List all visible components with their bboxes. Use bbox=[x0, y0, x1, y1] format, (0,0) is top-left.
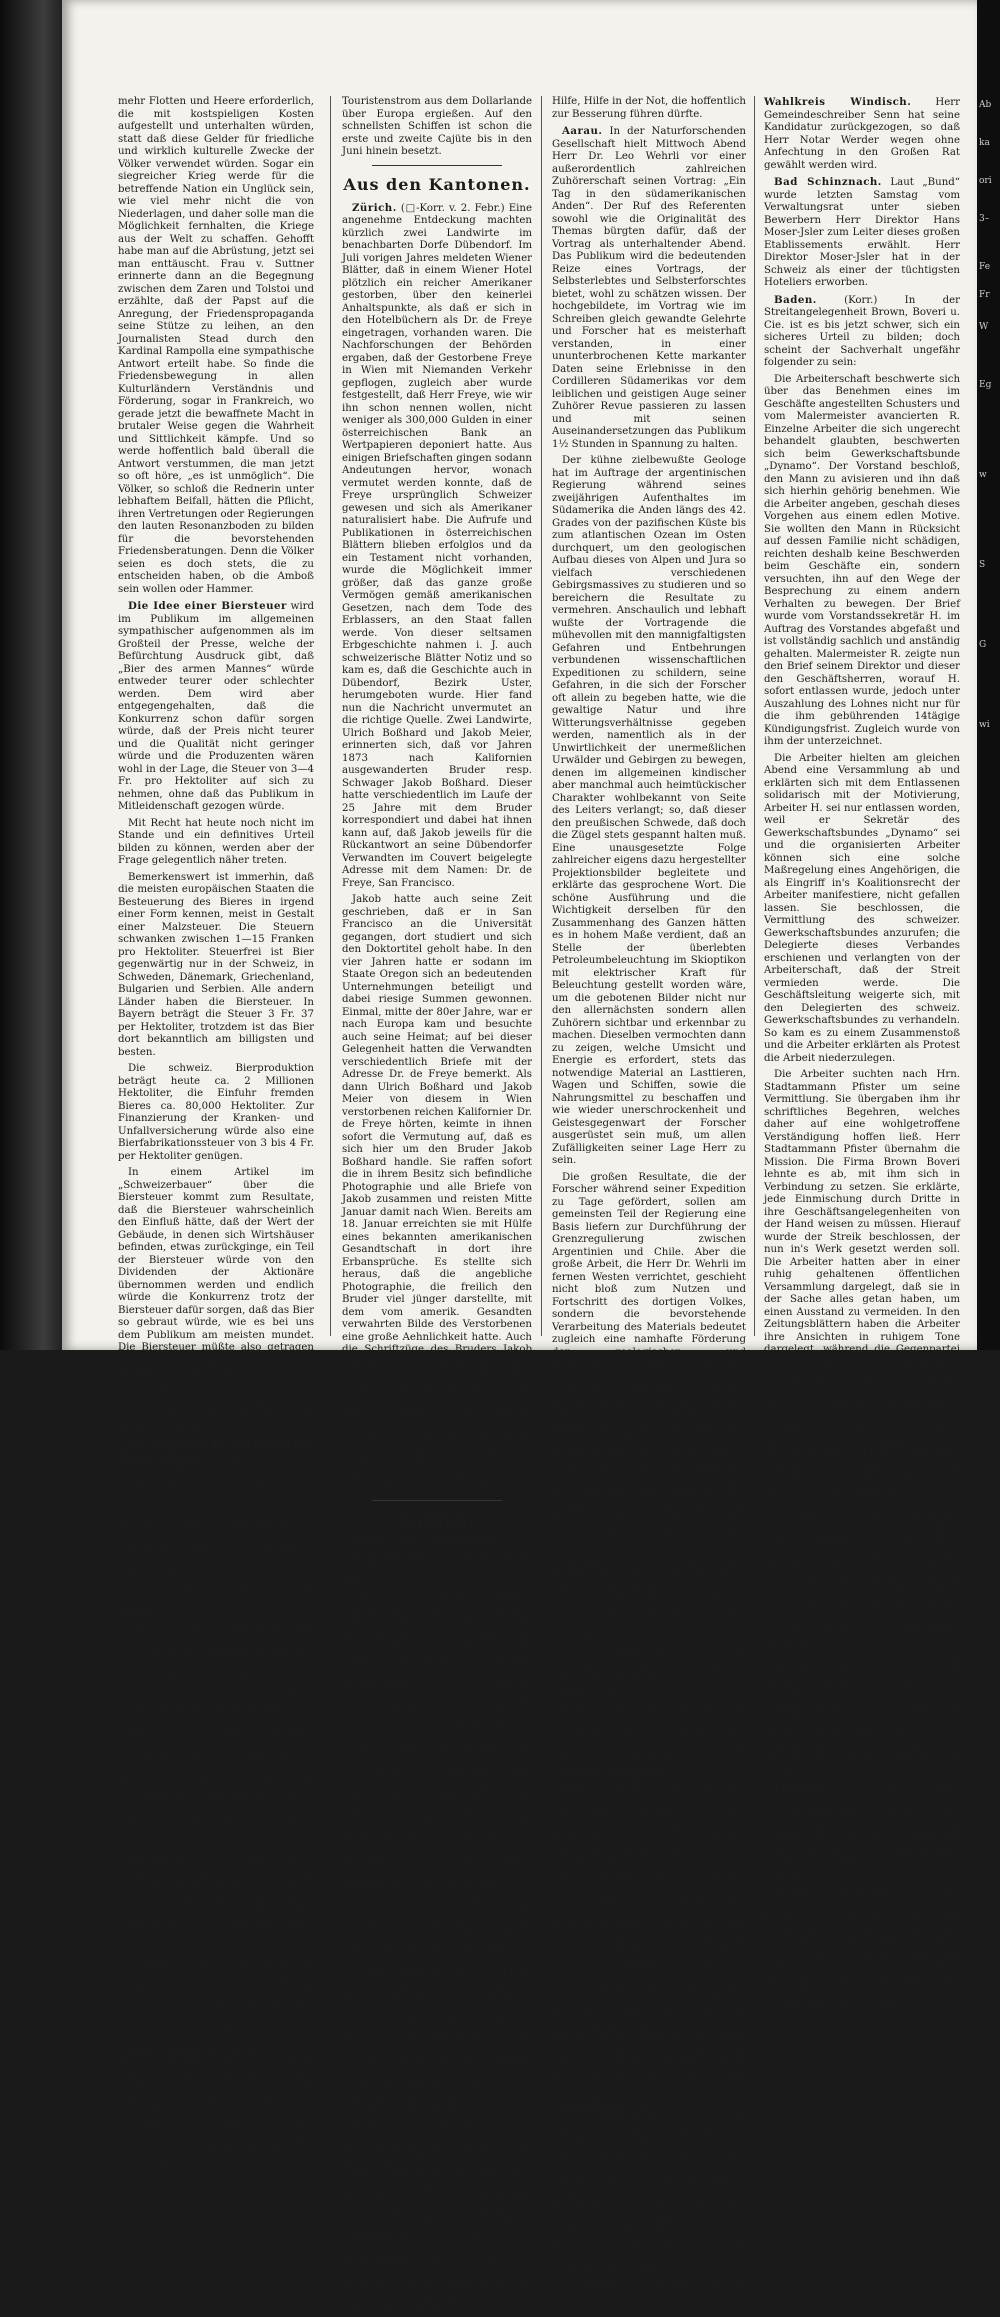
paragraph-text: Laut „Bund“ wurde letzten Samstag vom Verwaltungsrat unter sieben Bewerbern Herr Direktor Hans Moser-Jsler zum Leiter dieses großen Etablissements erwählt. Herr Direktor Moser-Jsler hat in der Schweiz als einer der tüchtigsten Hoteliers erworben. bbox=[764, 177, 960, 288]
strip-fragment: W bbox=[979, 322, 989, 332]
author-mark: 8. bbox=[601, 1538, 612, 1549]
article-heading: Zürich. bbox=[352, 201, 397, 214]
paragraph bbox=[552, 1463, 746, 1551]
paragraph-text: Herr Gemeindeschreiber Senn hat seine Kandidatur zurückgezogen, so daß Herr Notar Werder wegen ohne Anfechtung in den Großen Rat gewählt werden wird. bbox=[764, 97, 960, 171]
paragraph bbox=[118, 1438, 314, 1503]
paragraph: In einem Artikel im „Schweizerbauer“ über die Biersteuer kommt zum Resultate, daß die Biersteuer wahrscheinlich den Einfluß hätte, daß der Wert der Gebäude, in denen sich Wirtshäuser befinden, etwas zurückginge, ein Teil der Biersteuer würde von den Dividenden der Aktionäre übernommen werden und endlich würde die Konkurrenz trotz der Biersteuer dafür sorgen, daß das Bier so gebraut würde, wie es bei uns dem Publikum am meisten mundet. Die Biersteuer müßte also getragen werden: 1. vom Wirte, 2. den Besitzern der Wirtshäuser und 3. von den Brauereien. bbox=[118, 1167, 314, 1391]
column-rule bbox=[541, 96, 542, 1336]
paragraph bbox=[552, 2099, 746, 2275]
paragraph bbox=[342, 202, 532, 891]
paragraph bbox=[764, 176, 960, 290]
article-heading: Freiamt. bbox=[774, 1781, 827, 1793]
paragraph bbox=[764, 96, 960, 172]
paragraph-text: wird im Publikum im allgemeinen sympathischer aufgenommen als im Großteil der Presse, welche der Befürchtung Ausdruck gibt, daß „Bier des armen Mannes“ würde entweder teurer oder schlechter werden. Dem wird aber entgegengehalten, daß die Konkurrenz schon dafür sorgen würde, daß der Preis nicht teurer und die Qualität nicht geringer würde und die Produzenten wären wohl in der Lage, die Steuer von 3—4 Fr. pro Hektoliter auf sich zu nehmen, ohne daß das Publikum in Mitleidenschaft gezogen würde. bbox=[118, 601, 314, 812]
article-heading: Suhr. bbox=[562, 1688, 595, 1701]
column-3 bbox=[552, 96, 747, 2302]
paragraph-text: (Korr.) Die Maul- und Klauenseuche ist erloschen und der Stallbann mit 1. Febr. aufgehoben. Somit ist der Bezirk seuchenfrei und steht der Wiederabhaltung der Märkte nichts im Wege. bbox=[552, 1689, 747, 1763]
article-heading: Die Idee einer Biersteuer bbox=[128, 600, 287, 612]
paragraph: „Es gibt Völker, wie die Schweiz, die, ohne an der hohen Politik sich zu beteiligen, welche die andern Nationen täglich beunruhigt, geschätzt durch ihre Arbeit, in treuem Zusammenhalten nur zur Erhaltung ihres Glückes und der Entwicklung ihres Wohlstandes arbeiten. bbox=[118, 1506, 314, 1617]
paragraph-text: (Korr.) In der Streitangelegenheit Brown, Boveri u. Cie. ist es bis jetzt schwer, sich ein sicheres Urteil zu bilden; doch scheint der Sachverhalt ungefähr folgender zu sein: bbox=[764, 294, 960, 368]
paragraph: mehr Flotten und Heere erforderlich, die mit kostspieligen Kosten aufgestellt und unterhalten würden, statt daß diese Gelder für friedliche und wirklich kulturelle Zwecke der Völker verwendet würden. Sogar ein siegreicher Krieg werde für die betreffende Nation ein Unglück sein, wie viel mehr nicht die von Niederlagen, und daher solle man die Möglichkeit fernhalten, die Kriege aus der Welt zu schaffen. Gehofft habe man auf die Abrüstung, jetzt sei man enttäuscht. Frau v. Suttner erinnerte dann an die Begegnung zwischen dem Zaren und Tolstoi und erzählte, daß der Papst auf die Anregung, der Friedenspropaganda seine Stütze zu leihen, an den Journalisten Stead durch den Kardinal Rampolla eine sympathische Antwort erteilt habe. So finde die Friedensbewegung in allen Kulturländern Verständnis und Förderung, sogar in Frankreich, wo gerade jetzt die bewaffnete Macht in brutaler Weise gegen die Wahrheit und Sittlichkeit kämpfe. Und so werde hoffentlich bald überall die Antwort verstummen, die man jetzt so oft höre, „es ist unmöglich“. Die Völker, so schloß die Rednerin unter lebhaftem Beifall, hätten die Pflicht, ihren Vertretungen oder Regierungen den lauten Resonanzboden zu bilden für die bevorstehenden Friedensberatungen. Denn die Völker seien es doch stets, die zu entscheiden haben, ob die Amboß sein wollen oder Hammer. bbox=[118, 96, 314, 595]
paragraph-text: (Korr.) Am Lichtmeß verschied in Dorfmuri Herr Josef Fischer zum „Engel“. Derselbe starb nach langer, schwerer Krankheit und erreichte ein Alter von 65 Jahren. Er war als fleißiger und ruhiger Bürger allgemein beliebt. Er ruhe im Frieden! bbox=[764, 1782, 960, 1881]
article-heading: Ueber den Hausbettel bbox=[352, 1537, 497, 1549]
paragraph bbox=[342, 1537, 532, 1588]
section-divider bbox=[372, 1500, 502, 1501]
strip-fragment: w bbox=[979, 470, 987, 480]
paragraph: Mit Recht hat heute noch nicht im Stande und ein definitives Urteil bilden zu können, werden aber der Frage gelegentlich näher treten. bbox=[118, 817, 314, 866]
paragraph: Die Professionsbettler verschwinden nie, und immer wieder erscheinen raffinierte junge und alte Passanten, Vaganten und Bettler der verschiedensten Art, welche, nachdem sie andere getäuscht, deshalb sich ein solcher Bettler daran sind sie der Hut zu sein, um nicht das Opfer der Lüge und des Betruges zu werden und dadurch das unverschämte Betteln zu ermöglichen, auf den schlimmen Wegen weiter zu gehen. Wie manche gutmütige Wohltäter, die der Meinung sind, daß man jedem „armen Tropf“, der vor ihrer Türe stehe, oder sie um eine „kleine Unterstützung“ zu bitten wagt, etwas zu geben und sie um Milderung ihrer Not zu erweisen, doch der Gaben sofort gespendet. Möchten sie sich einmal überzeugen, daß es meistens seine Beziehungen und Berufsarten der Bettler, welche sich hier an die Almosenstelle weisen, wo ihnen die richtige Weg gezeigt und die zweckentsprechende Hilfe zuteil wird! Wie hat man im Laufe des Berichtsjahres vielen Erfahrungen zu Tage gebracht, manche Klage und manchen Jammerruf gehört, und es freute uns stets, wenn wir so oder anders, durch Rat und Tat lindern konnten. Aber es fehlte uns auch nicht an großen moralischen Uebeln und Schwierigkeiten. Wir stießen auf traurig-bittere Bilder, bei denen eine tiefe Not und schreiendes Elend sich zeigten; es war dies die Folge mangelnder Arbeitsgelegenheit, Krankheit oder Unglück, in andern Fällen wieder die Folge der Trunksucht und Liederlichkeit, und bei manchen die Zerrüttung durch die unseligen Folgen allzu großer Anhänglichkeit an dem Wirtshausleben und unordentliches Leben. Wir hatten die Fälle des zu Tage tretenden, auf zu traurigen Verhältnissen zurückzuführen, ohne das Gemeinsinn des Volkes, zu großen Anstrengungen zu bewegen. Wir suchten durch Aufklärung und Mahnung die Bedürftigen an die Stelle, bei der die Hilfe bereit ist, zu weisen. Das war auch bbox=[342, 1592, 532, 2316]
paragraph: Ab Bahnhof S. C. B. wurden in der Folge nur 2 Stück spediert. bbox=[552, 2278, 746, 2302]
article-heading: Aarau. bbox=[562, 1554, 603, 1567]
paragraph bbox=[552, 1555, 746, 1644]
strip-fragment: ori bbox=[979, 176, 992, 186]
column-rule bbox=[330, 96, 331, 1336]
paragraph: Wir behalten uns, wie gesagt, unser Urteil über die Idee der Biersteuer noch vor. bbox=[118, 1396, 314, 1432]
paragraph: In einem zweiten Artikel preist der „Dever“ unsere Wehrverfassung und stellt sie als Muster hin für die Reorganisation der peruanischen Nation. bbox=[118, 1959, 314, 2021]
paragraph bbox=[552, 125, 746, 451]
paragraph-text: Die interessanten Erörterungen haben den reichen Beifall, der den Vortragenden gezollt wurde, und den warmen Dank des Präsidenten im Namen der Naturforschenden Gesellschaft in hohem Maße verdient. bbox=[552, 1463, 746, 1549]
paragraph bbox=[118, 2043, 314, 2169]
strip-fragment: Fr bbox=[979, 290, 990, 300]
column-1 bbox=[118, 96, 314, 2167]
paragraph bbox=[118, 600, 314, 814]
article-heading: Gute Saison in Sicht. bbox=[128, 2042, 262, 2055]
paragraph: Die Arbeiter hielten am gleichen Abend eine Versammlung ab und erklärten sich mit dem Entlassenen solidarisch mit der Motivierung, Arbeiter H. sei nur entlassen worden, weil er Sekretär des Gewerkschaftsbundes „Dynamo“ sei und die organisierten Arbeiter können sich eine solche Maßregelung eines Angehörigen, die als Eingriff in's Koalitionsrecht der Arbeiter manifestiere, nicht gefallen lassen. Sie beschlossen, die Vermittlung des schweizer. Gewerkschaftsbundes anzurufen; die Delegierte dieses Verbandes erschienen und verlangten von der Arbeiterschaft, daß der Streit vermieden werde. Die Geschäftsleitung weigerte sich, mit den Delegierten des schweiz. Gewerkschaftsbundes zu verhandeln. So kam es zu einem Zusammenstoß und die Arbeiter erklärten als Protest die Arbeit niederzulegen. bbox=[764, 752, 960, 1064]
section-heading: Aargau. bbox=[398, 1510, 476, 1529]
paragraph-text: Jahr- und Viehmarkt vom 2. Februar. Die von gewisser Seite zu Stunde durchgesetzte Abhaltung des Viehmarktes hat sich, wie vorausgesehen war, als eine ganz verfehlte Spekulation erwiesen, indem einerseits die Publikation mangels Zeit nur ungenügend stattfinden konnte und andererseits die Bauern die offizielle erfolgte Aufhebung des Stallbannes nicht abwarten wollten, die ebenso die Presse die Lenzburger Viehmärkte nicht anregen konnte. bbox=[552, 2099, 746, 2273]
paragraph-text: Das in Peru erscheinende Blatt „El Dever“ schreibt über die Schweiz und mit südlichem Feuer: bbox=[118, 1452, 314, 1501]
article-heading: Wahlkreis Windisch. bbox=[764, 96, 912, 108]
paragraph-text: (□ Korr.) Die diesjährige Saison verspricht namentlich hinsichtlich des Besuches amerikanischer Touristen eine sehr gute zu werden. Aus New-York berichtet man, daß nach den bisherigen Vormerkungen in den Bureaux europäischer Dampferlinien usw. der bevorstehende Reisezeit ein gewaltiger bbox=[118, 2043, 314, 2167]
section-heading: Aus den Kantonen. bbox=[343, 174, 531, 194]
paragraph: Die Arbeiterschaft beschwerte sich über das Benehmen eines im Geschäfte angestellten Schusters und vom Malermeister avancierten R. Einzelne Arbeiter die sich ungerecht behandelt glaubten, beschwerten sich beim Gewerkschaftsbunde „Dynamo“. Der Vorstand beschloß, den Mann zu avisieren und ihn daß sich hierhin gehörig benehmen. Wie die Arbeiter angeben, geschah dieses Vorgehen aus einem edlen Motive. Sie wollten den Mann in Rücksicht auf dessen Familie nicht schädigen, reichten deshalb keine Beschwerden beim Geschäfte ein, sondern versuchten, ihn auf den Wege der Besprechung zu einem andern Verhalten zu bewegen. Der Brief wurde vom Vorstandssekretär H. im Auftrag des Vorstandes abgefaßt und ist vollständig sachlich und anständig gehalten. Malermeister R. zeigte nun den Brief seinem Direktor und dieser den Geschäftsherren, worauf H. sofort entlassen wurde, jedoch unter Auszahlung des Lohnes nicht nur für die ihm gebührenden 14tägige Kündigungsfrist. Zugleich wurde von ihm der unterzeichnet. bbox=[764, 373, 960, 747]
adjacent-page-strip bbox=[977, 0, 1000, 1350]
paragraph-text: In der Naturforschenden Gesellschaft hielt Mittwoch Abend Herr Dr. Leo Wehrli vor einer außerordentlich zahlreichen Zuhörerschaft seinen Vortrag: „Ein Tag in den südamerikanischen Anden“. Der Ruf des Referenten sowohl wie die Originalität des Themas bürgten dafür, daß der Vortrag als unterhaltender Abend. Das Publikum wird die bedeutenden Reize eines Vortrags, der Selbsterlebtes und Selbsterforschtes bietet, wohl zu schätzen wissen. Der hochgebildete, im Vortrag wie im Schreiben gleich gewandte Gelehrte und Forscher hat es meisterhaft verstanden, in einer ununterbrochenen Kette markanter Daten seine Erlebnisse in den Cordilleren Südamerikas vor dem leiblichen und geistigen Auge seiner Zuhörer Revue passieren zu lassen und mit seinen Auseinandersetzungen das Publikum 1½ Stunden in Spannung zu halten. bbox=[552, 126, 746, 450]
strip-fragment: wi bbox=[979, 720, 990, 730]
article-heading: Die Schweiz in peruanischer Beleuchtung. bbox=[118, 1437, 314, 1463]
paragraph bbox=[764, 294, 960, 370]
paragraph-text: Verein gegen den Hausbettel. Die Centralstation in Aarau verabfolgte im Jahre 1897 auf 1898 190 Unterstützungen im Fr. 509. 85, die Lokalkomitees in den Gemeinden mit 100 Unterstützungen Fr. 521. 95. bbox=[552, 1555, 746, 1642]
book-binding bbox=[0, 0, 62, 1350]
paragraph: Hilfe, Hilfe in der Not, die hoffentlich zur Besserung führen dürfte. bbox=[552, 96, 746, 120]
paragraph-text: (□-Korr. v. 2. Febr.) Eine angenehme Entdeckung machten kürzlich zwei Landwirte im benachbarten Dorfe Dübendorf. Im Juli vorigen Jahres meldeten Wiener Blätter, daß in einem Wiener Hotel plötzlich ein reicher Amerikaner gestorben, über den keinerlei Anhaltspunkte, als daß er sich in den Hotelbüchern als Dr. de Freye eingetragen, vorhanden waren. Die Nachforschungen der Behörden ergaben, daß der Gestorbene Freye in Wien mit Niemanden Verkehr gepflogen, zugleich aber wurde festgestellt, daß Herr Freye, wie wir ihn schon nennen wollen, nicht weniger als 300,000 Gulden in einer österreichischen Bank an Wertpapieren deponiert hatte. Aus einigen Briefschaften gingen sodann Andeutungen hervor, wonach vermutet werden konnte, daß de Freye ursprünglich Schweizer gewesen und sich als Amerikaner naturalisiert habe. Die Aufrufe und Publikationen in österreichischen Blättern blieben erfolglos und da ein Testament nicht vorhanden, wurde die Möglichkeit immer größer, daß das ganze große Vermögen gemäß amerikanischen Gesetzen, nach dem Tode des Erblassers, an den Staat fallen werde. Von dieser seltsamen Erbgeschichte nahmen i. J. auch schweizerische Blätter Notiz und so kam es, daß die Geschichte auch in Dübendorf, Bezirk Uster, herumgeboten wurde. Hier fand nun die Nachricht unvermutet an die richtige Quelle. Zwei Landwirte, Ulrich Boßhard und Jakob Meier, erinnerten sich, daß vor Jahren 1873 nach Kalifornien ausgewanderten Bruder resp. Schwager Jakob Boßhard. Dieser hatte verschiedentlich im Laufe der 25 Jahre mit dem Bruder korrespondiert und dabei hat ihnen kann auf, daß Jakob jeweils für die Rückantwort an seine Dübendorfer Verwandten im Couvert beigelegte Adresse mit dem Namen: Dr. de Freye, San Francisco. bbox=[342, 202, 532, 889]
article-heading: Bezirk Lenzburg. bbox=[562, 1768, 671, 1781]
paragraph: „Was sie immer auf der Höhe erhielt und immer lebendig erhält, ist der Umstand, daß ihre innere politische Einrichtung so trefflich und schön ist, daß sie der Welt als das Muster einer Republik und als ein Vorbild der Ordnung und des Fleißes voranleuchtet. So erwirbt sie die allgemeine Achtung und Liebe; niemand fordert sie heraus und verwickelt sie in schreckliche Stürme. bbox=[118, 1689, 314, 1838]
paragraph: Für das übrige verweisen wir auf den Jahresbericht, der soeben im Druck erschienen ist. bbox=[552, 1647, 746, 1683]
strip-fragment: Eg bbox=[979, 380, 992, 390]
paragraph-text: (Korr.) Unser Bezirk schreitet am nächsten Sonntag nochmals zur Wahl eines Amtsrichters. Wie stets bei solchen Wahlen, der die Stimmbeteiligung ist vielleicht dieses mal das relative Mehr. Die Namen Döfekel und Senn werden dabei mit ca. 300, Müller ca 1400 Stimmen, wie die beiden andern Kandidaten nach Bruner ca. 1000, Müller ca 1400 Stimmen und es wird darum aller Wahrscheinlichkeit nach nur um zwei Kandidaten einen Wahlgang die Stimmberechtigten in Betracht fallen. Wir können das wohl nicht anders sagen, als daß der Vorgeschlagene ein tüchtiges und einsichtiges Mitglied in der Person des Hrn. Müller, Posthalter, in Fahrwangen. [Anm. der Red.: Wir haben es bereits mitgeteilt, daß Herr Bruner auf eine weitere Kandidatur verzichtet; die Wahl des Hrn. Müller ist somit schon aus diesem Grunde gesichert.] bbox=[552, 1769, 746, 2093]
paragraph: Sehr schmeichelhaft! bbox=[128, 2026, 239, 2037]
paragraph: Die schweiz. Bierproduktion beträgt heute ca. 2 Millionen Hektoliter, die Einfuhr fremden Bieres ca. 80,000 Hektoliter. Zur Finanzierung der Kranken- und Unfallversicherung würde also eine Bierfabrikationssteuer von 3 bis 4 Fr. per Hektoliter genügen. bbox=[118, 1063, 314, 1162]
article-heading: Baden. bbox=[774, 293, 817, 306]
paragraph-text: lesen wir im Berichte des „Vereins gegen den Hausbettel in Aarau“ über das Jahr 1897/98: bbox=[342, 1538, 532, 1587]
strip-fragment: Fe bbox=[979, 262, 991, 272]
section-divider bbox=[372, 165, 502, 166]
strip-fragment: ka bbox=[979, 138, 990, 148]
strip-fragment: G bbox=[979, 640, 987, 650]
paragraph: „Während die Rufe ehrgeiziger Nachbarn an ihr Ohr schlagen, durch deren Tore die Armeen schreiten, die ihre Ueberlegenheit führen möchten, geht die Schweiz ihren Gang weiter, ohne sich aufzuregen, die bietet fortwährend das Schauspiel eines arbeitsamen und glücklichen Volkes . . .“ bbox=[118, 1843, 314, 1954]
paragraph: „Die Schweiz ist groß genug, um glücklich zu sein und sie strebt nicht darnach, Zank anzufangen, um sich zu vergrößern und ihr Gebiet und ihre Existenz zu gefährden. bbox=[118, 1622, 314, 1684]
paragraph bbox=[764, 1781, 960, 1882]
paragraph: Jakob hatte auch seine Zeit geschrieben, daß er in San Francisco an die Universität gegangen, dort studiert und sich den Doktortitel geholt habe. In den vier Jahren hatte er sodann im Staate Oregon sich an bedeutenden Unternehmungen beteiligt und dabei riesige Summen gewonnen. Einmal, mitte der 80er Jahre, war er nach Europa kam und besuchte auch seine Heimat; auf bei dieser Gelegenheit hatten die Verwandten verschiedentlich Briefe mit der Adresse Dr. de Freye bemerkt. Als dann Ulrich Boßhard und Jakob Meier von diesem in Wien verstorbenen reichen Kalifornier Dr. de Freye hörten, keimte in ihnen sofort die Vermutung auf, daß es sich hier um den Bruder Jakob Boßhard handle. Sie raffen sofort die in ihrem Besitz sich befindliche Photographie und alle Briefe von Jakob zusammen und reisten Mitte Januar damit nach Wien. Bereits am 18. Januar erreichten sie mit Hülfe eines bekannten amerikanischen Gesandtschaft in dort ihre Erbansprüche. Es stellte sich heraus, daß die angebliche Photographie, die freilich den Bruder viel jünger darstellte, mit dem vom amerik. Gesandten verwahrten Bilde des Verstorbenen eine große Aehnlichkeit hatte. Auch die Schriftzüge des Bruders Jakob stimmten mit denjenigen der Briefe des Dr. de Freye auffälligerweise überein. Die Recherchen werden nun weiter geführt und wenn alles klappt, dürften die beiden Dübendorfer Landwirte auf diesem seltsamen Wege bald zu einem tüchtigen Schock amerikanischer Dollars kommen. Und dazu hat ihnen also die Zeitung durch ihre Nachrichten wacker geholfen. bbox=[342, 894, 532, 1493]
column-rule bbox=[754, 96, 755, 1336]
article-heading: Aarau. bbox=[562, 125, 603, 137]
paragraph bbox=[552, 1769, 746, 2095]
strip-fragment: Ab bbox=[979, 100, 992, 110]
paragraph: Touristenstrom aus dem Dollarlande über Europa ergießen. Auf den schnellsten Schiffen ist schon die erste und zweite Cajüte bis in den Juni hinein besetzt. bbox=[342, 96, 532, 157]
column-2 bbox=[342, 96, 532, 2316]
paragraph: Es ist sehr bedauerlich, daß mitten in der Winterstrenge ein Streit in unserm größten Etablissement ausgebrochen ist, der bereits 600 Arbeiter umfaßt. Umso bedauerlicher, als er möglicherweise auf einem Mißverständnis beruht. Es scheint, die Firma habe die Vorladung des Malermeisters R. in die Versammlung des Gewerkschaftsbundes „Dynamo“ als eine Citation vor einen Gerichtshof aufgefaßt und daraus, daß der Brief vom Sekretär des Vorstandes unterschrieben war, geschlossen, daß der Brief unberechtigt gewesen sei. Es ist sehr wahrscheinlich, daß die Firma darauf aus war, den Arbeiter H. wegen dieser Sache entlassen. Es scheint, daß H. ein sehr ruhiger und tüchtiger Arbeiter war und nichts gegen ihn vorlag. bbox=[764, 1373, 960, 1647]
article-heading: Bad Schinznach. bbox=[774, 176, 882, 188]
paragraph: Bemerkenswert ist immerhin, daß die meisten europäischen Staaten die Besteuerung des Bieres in irgend einer Form kennen, meist in Gestalt einer Malzsteuer. Die Steuern schwanken zwischen 1—15 Franken pro Hektoliter. Steuerfrei ist Bier gegenwärtig nur in der Schweiz, in Schweden, Dänemark, Griechenland, Bulgarien und Serbien. Alle andern Länder haben die Biersteuer. In Bayern beträgt die Steuer 3 Fr. 37 per Hektoliter, trotzdem ist das Bier dort bekanntlich am billigsten und besten. bbox=[118, 871, 314, 1058]
paragraph bbox=[552, 1689, 746, 1765]
paragraph: Die Arbeiter suchten nach Hrn. Stadtammann Pfister um seine Vermittlung. Sie übergaben ihm ihr schriftliches Begehren, welches daher auf eine wohlgetroffene Verständigung hoffen ließ. Herr Stadtammann Pfister übernahm die Mission. Die Firma Brown Boveri lehnte es ab, mit ihm sich in Verbindung zu setzen. Sie erklärte, jede Einmischung durch Dritte in ihre Geschäftsangelegenheiten von der Hand weisen zu müssen. Hierauf wurde der Streik beschlossen, der nun in's Werk gesetzt werden soll. Die Arbeiter hatten aber in einer ruhig gehaltenen öffentlichen Versammlung dargelegt, daß sie in der Sache alles getan haben, um einen Ausstand zu vermeiden. In den Zeitungsblättern haben die Arbeiter ihre Ansichten in ruhigem Tone dargelegt, während die Gegenpartei sich bisher in Stillschweigen hüllte. bbox=[764, 1069, 960, 1368]
paragraph: Wahrscheinlich wird, wenn sich die erste Hitze verflogen hat und die beiden Parteien sich die Sache ruhiger überlegt haben, eine Einigung möglich sein. Sofern, nur bei Ruhe und Besonnenheit auf beiden Seiten wird eine solche Einigung möglich sein; wir hoffen es für die Stadt Baden und für die Arbeiter. bbox=[764, 1652, 960, 1776]
paragraph: Der kühne zielbewußte Geologe hat im Auftrage der argentinischen Regierung während seines zweijährigen Aufenthaltes im Südamerika die Anden längs des 42. Grades von der pazifischen Küste bis zum atlantischen Ozean im Osten durchquert, um den geologischen Aufbau dieses von Alpen und Jura so vielfach verschiedenen Gebirgsmassives zu studieren und so bereichern die Resultate zu vermehren. Anschaulich und lebhaft wußte der Vortragende die mühevollen mit den mannigfaltigsten Gefahren und Entbehrungen verbundenen wissenschaftlichen Expeditionen zu schildern, seine Gefahren, in die sich der Forscher oft allein zu begeben hatte, wie die gewaltige Natur und ihre Witterungsverhältnisse gegeben werden, namentlich als in der Unwirtlichkeit der unermeßlichen Urwälder und Gebirgen zu bewegen, denen im allgemeinen kindischer aber manchmal auch heimtückischer Charakter wohlbekannt von Seite des Leiters verlangt; so, daß dieser den preußischen Schwede, daß doch die Zügel stets gespannt halten muß. Eine unausgesetzte Folge zahlreicher eigens dazu hergestellter Projektionsbilder begleitete und erklärte das gesprochene Wort. Die schöne Ausführung und die Wichtigkeit derselben für den Zusammenhang des Ganzen hätten es in hohem Maße verdient, daß an Stelle der überlebten Petroleumbeleuchtung im Skioptikon mit elektrischer Kraft für Beleuchtung gestellt worden wäre, um die gebotenen Bilder nicht nur den allernächsten sondern allen Zuhörern sichtbar und erkennbar zu machen. Dieselben vermochten dann zu zeigen, welche Umsicht und Energie es erfordert, stets das notwendige Material an Lasttieren, Wagen und Schiffen, sowie die Nahrungsmittel zu beschaffen und wie wieder unerschrockenheit und Geistesgegenwart der Forscher ausgerüstet sein muß, um allen Zufälligkeiten seiner Lage Herr zu sein. bbox=[552, 455, 746, 1166]
column-4 bbox=[764, 96, 960, 2010]
strip-fragment: 3– bbox=[979, 214, 990, 224]
strip-fragment: S bbox=[979, 560, 986, 570]
paragraph: Morgen Sonntag den 5. Februar, nachmittags 3 Uhr veranstaltet der Töchterchor Muri im Gasthof zur Krone in Birri ein Konzert mit reichhaltigem Programm, welches Ernst und Humor angenehm verbindet; es sei dasselbe bestens empfohlen und wünschen den Veranstalterinnen des schönen Geschlechtes guten Erfolg! bbox=[764, 1886, 960, 2010]
article-heading: Lenzburg. bbox=[562, 2098, 624, 2111]
paragraph: Die großen Resultate, die der Forscher während seiner Expedition zu Tage gefördert, sollen am gemeinsten Teil der Regierung eine Basis liefern zur Durchführung der Grenzregulierung zwischen Argentinien und Chile. Aber die große Arbeit, die Herr Dr. Wehrli im fernen Westen verrichtet, geschieht nicht bloß zum Nutzen und Fortschritt des dortigen Volkes, sondern die bevorstehende Verarbeitung des Materials bedeutet zugleich eine namhafte Förderung der geologischen und geographischen Wissenschaft und die großen Verdienste sind, wie Herr Prof. Dr. Mühlberg besonders betonte, nicht nur eine Ehre für den Gelehrten, sondern strahlen auch zurück auf sein schweizerisches Vaterland und speziell auf seine engere Heimat, den Kanton Aargau. bbox=[552, 1171, 746, 1458]
